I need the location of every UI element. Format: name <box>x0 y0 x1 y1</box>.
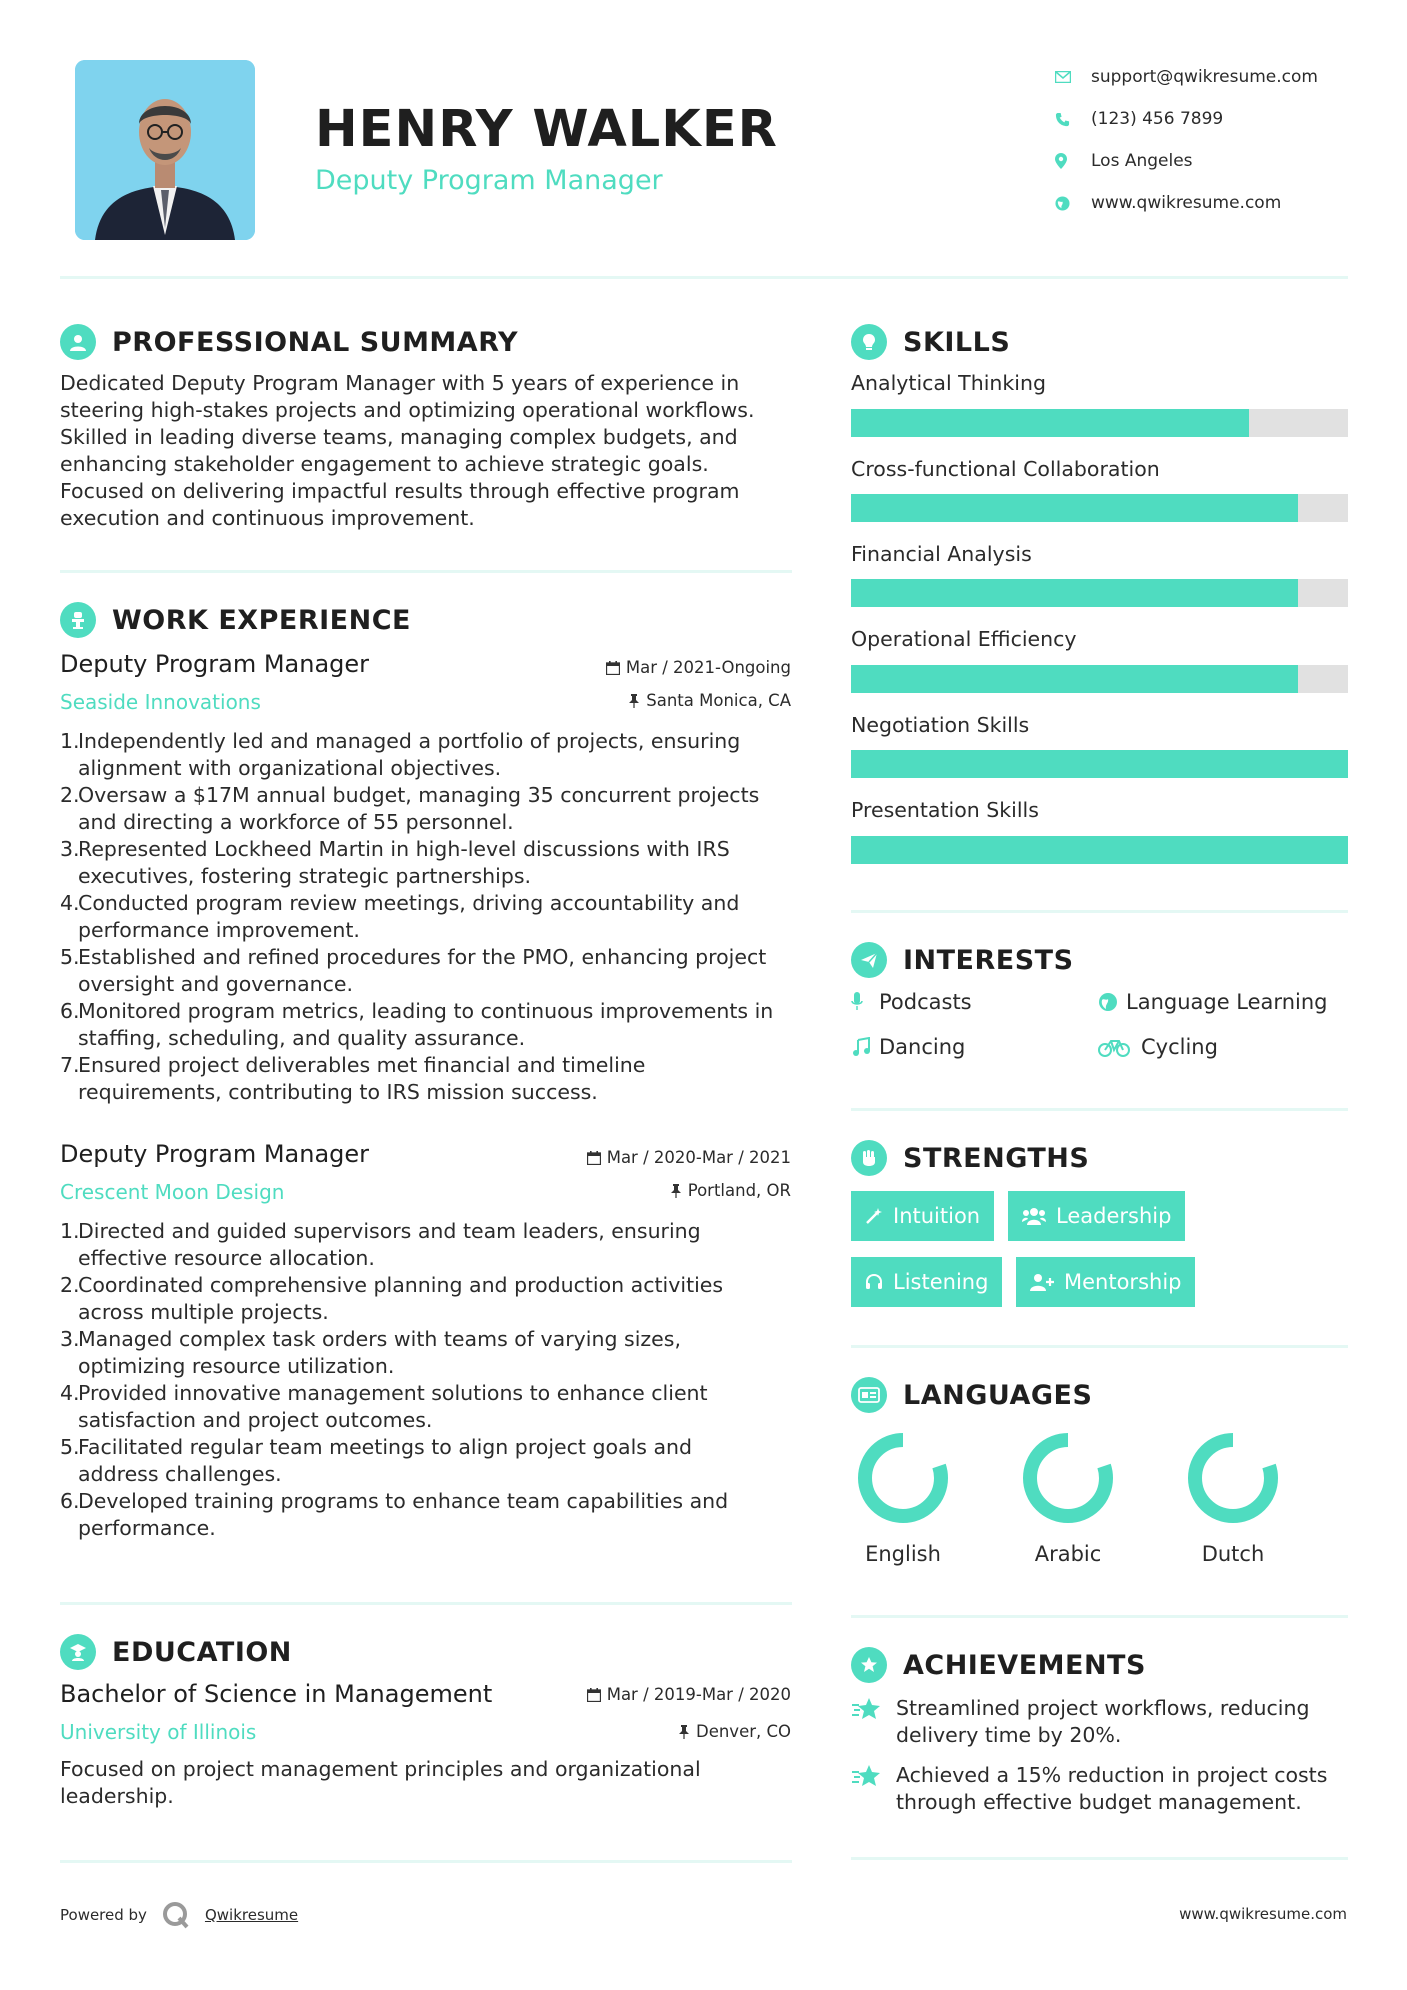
qwikresume-link[interactable]: Qwikresume <box>204 1906 299 1924</box>
users-icon <box>1022 1207 1046 1225</box>
skill-level-fill <box>851 409 1249 437</box>
user-icon <box>60 324 96 360</box>
location-text: Los Angeles <box>1091 151 1193 171</box>
section-divider <box>851 1615 1348 1618</box>
globe-icon <box>1055 196 1091 211</box>
calendar-icon <box>606 661 620 675</box>
profile-photo <box>75 60 255 240</box>
list-item: 3. Represented Lockheed Martin in high-level discussions with IRS executives, fostering strategic partnerships. <box>60 837 730 888</box>
candidate-title: Deputy Program Manager <box>315 165 663 196</box>
skill-bar <box>851 409 1348 437</box>
music-note-icon <box>851 1037 879 1057</box>
skill-name: Operational Efficiency <box>851 627 1077 651</box>
list-item: 5. Established and refined procedures for the PMO, enhancing project oversight and governance. <box>60 945 767 996</box>
footer-powered-by: Powered by Qwikresume <box>60 1900 298 1930</box>
skill-level-fill <box>851 579 1298 607</box>
skill-level-fill <box>851 665 1298 693</box>
lightbulb-icon <box>851 324 887 360</box>
job-dates: Mar / 2021-Ongoing <box>606 658 791 677</box>
strengths-heading: STRENGTHS <box>851 1140 1089 1176</box>
language-item: Arabic <box>1008 1428 1128 1566</box>
list-item: 3. Managed complex task orders with teams of varying sizes, optimizing resource utilization. <box>60 1327 681 1378</box>
job-title: Deputy Program Manager <box>60 650 370 678</box>
header-divider <box>60 276 1348 279</box>
education-description: Focused on project management principles and organizational leadership. <box>60 1757 701 1808</box>
podium-icon <box>60 602 96 638</box>
map-pin-icon <box>1055 153 1091 169</box>
language-item: English <box>843 1428 963 1566</box>
list-item: 2. Oversaw a $17M annual budget, managing 35 concurrent projects and directing a workforce of 55 personnel. <box>60 783 760 834</box>
skill-bar <box>851 836 1348 864</box>
language-ring <box>1018 1428 1118 1528</box>
website-text: www.qwikresume.com <box>1091 193 1282 213</box>
contact-location <box>1055 140 1318 182</box>
skill-level-fill <box>851 836 1348 864</box>
section-divider <box>851 1108 1348 1111</box>
globe-icon <box>1098 992 1126 1012</box>
achievement-item: Streamlined project workflows, reducing delivery time by 20%. <box>851 1695 1348 1749</box>
skill-name: Financial Analysis <box>851 542 1032 566</box>
pushpin-icon <box>628 694 640 708</box>
list-item: 4. Conducted program review meetings, driving accountability and performance improvement. <box>60 891 740 942</box>
email-text: support@qwikresume.com <box>1091 67 1318 87</box>
school-name: University of Illinois <box>60 1720 257 1744</box>
pushpin-icon <box>670 1184 682 1198</box>
skills-heading: SKILLS <box>851 324 1010 360</box>
skill-bar <box>851 750 1348 778</box>
strength-chip: Intuition <box>851 1191 994 1241</box>
section-divider <box>851 1345 1348 1348</box>
skill-level-fill <box>851 494 1298 522</box>
fist-icon <box>851 1140 887 1176</box>
user-plus-icon <box>1030 1273 1054 1291</box>
headphones-icon <box>865 1273 883 1291</box>
graduate-icon <box>60 1634 96 1670</box>
pushpin-icon <box>678 1725 690 1739</box>
education-location: Denver, CO <box>678 1722 791 1741</box>
calendar-icon <box>587 1151 601 1165</box>
languages-heading: LANGUAGES <box>851 1377 1092 1413</box>
contact-email[interactable] <box>1055 56 1318 98</box>
duty-list <box>60 728 800 1106</box>
skill-level-fill <box>851 750 1348 778</box>
interest-item: Cycling <box>1098 1035 1218 1059</box>
achievements-heading: ACHIEVEMENTS <box>851 1647 1146 1683</box>
phone-text: (123) 456 7899 <box>1091 109 1224 129</box>
education-dates: Mar / 2019-Mar / 2020 <box>587 1685 791 1704</box>
job-location: Portland, OR <box>670 1181 791 1200</box>
microphone-icon <box>851 992 879 1012</box>
envelope-icon <box>1055 71 1091 83</box>
star-icon <box>851 1695 896 1749</box>
star-icon <box>851 1762 896 1816</box>
skill-bar <box>851 494 1348 522</box>
job-title: Deputy Program Manager <box>60 1140 370 1168</box>
section-divider <box>851 1857 1348 1860</box>
paper-plane-icon <box>851 942 887 978</box>
list-item: 1. Independently led and managed a portfolio of projects, ensuring alignment with organizational objectives. <box>60 729 741 780</box>
calendar-icon <box>587 1688 601 1702</box>
list-item: 1. Directed and guided supervisors and team leaders, ensuring effective resource allocation. <box>60 1219 701 1270</box>
strength-chip: Listening <box>851 1257 1002 1307</box>
interest-item: Podcasts <box>851 990 972 1014</box>
skill-name: Negotiation Skills <box>851 713 1030 737</box>
summary-heading: PROFESSIONAL SUMMARY <box>60 324 518 360</box>
strength-chip: Leadership <box>1008 1191 1185 1241</box>
contact-list <box>1055 56 1318 224</box>
interest-item: Language Learning <box>1098 990 1327 1014</box>
skill-name: Presentation Skills <box>851 798 1039 822</box>
contact-phone[interactable] <box>1055 98 1318 140</box>
skill-bar <box>851 665 1348 693</box>
star-badge-icon <box>851 1647 887 1683</box>
list-item: 6. Monitored program metrics, leading to continuous improvements in staffing, scheduling, and quality assurance. <box>60 999 774 1050</box>
skill-name: Analytical Thinking <box>851 371 1046 395</box>
strength-chip: Mentorship <box>1016 1257 1195 1307</box>
skill-bar <box>851 579 1348 607</box>
list-item: 2. Coordinated comprehensive planning and production activities across multiple projects. <box>60 1273 724 1324</box>
language-item: Dutch <box>1173 1428 1293 1566</box>
bicycle-icon <box>1098 1037 1141 1057</box>
summary-text: Dedicated Deputy Program Manager with 5 years of experience in steering high-stakes projects and optimizing operational workflows. Skilled in leading diverse teams, managing complex budgets, and enhancing stakeholder engagement to achieve strategic goals. Focused on delivering impactful results through effective program execution and continuous improvement. <box>60 371 755 530</box>
interests-heading: INTERESTS <box>851 942 1074 978</box>
list-item: 4. Provided innovative management solutions to enhance client satisfaction and project outcomes. <box>60 1381 708 1432</box>
section-divider <box>60 1602 792 1605</box>
company-name: Crescent Moon Design <box>60 1180 285 1204</box>
qwikresume-logo-icon <box>161 1900 191 1930</box>
job-dates: Mar / 2020-Mar / 2021 <box>587 1148 791 1167</box>
language-ring <box>1183 1428 1283 1528</box>
footer-website[interactable]: www.qwikresume.com <box>1179 1905 1347 1923</box>
skill-name: Cross-functional Collaboration <box>851 457 1160 481</box>
language-ring <box>853 1428 953 1528</box>
phone-icon <box>1055 112 1091 127</box>
interest-item: Dancing <box>851 1035 965 1059</box>
company-name: Seaside Innovations <box>60 690 261 714</box>
work-heading: WORK EXPERIENCE <box>60 602 411 638</box>
achievement-item: Achieved a 15% reduction in project costs through effective budget management. <box>851 1762 1348 1816</box>
section-divider <box>60 570 792 573</box>
section-divider <box>851 910 1348 913</box>
degree-title: Bachelor of Science in Management <box>60 1680 493 1708</box>
magic-wand-icon <box>865 1207 883 1225</box>
education-heading: EDUCATION <box>60 1634 292 1670</box>
list-item: 6. Developed training programs to enhance team capabilities and performance. <box>60 1489 729 1540</box>
duty-list <box>60 1218 800 1542</box>
job-location: Santa Monica, CA <box>628 691 791 710</box>
contact-website[interactable] <box>1055 182 1318 224</box>
language-card-icon <box>851 1377 887 1413</box>
list-item: 5. Facilitated regular team meetings to align project goals and address challenges. <box>60 1435 693 1486</box>
list-item: 7. Ensured project deliverables met financial and timeline requirements, contributing to IRS mission success. <box>60 1053 646 1104</box>
section-divider <box>60 1860 792 1863</box>
candidate-name: HENRY WALKER <box>315 100 778 159</box>
